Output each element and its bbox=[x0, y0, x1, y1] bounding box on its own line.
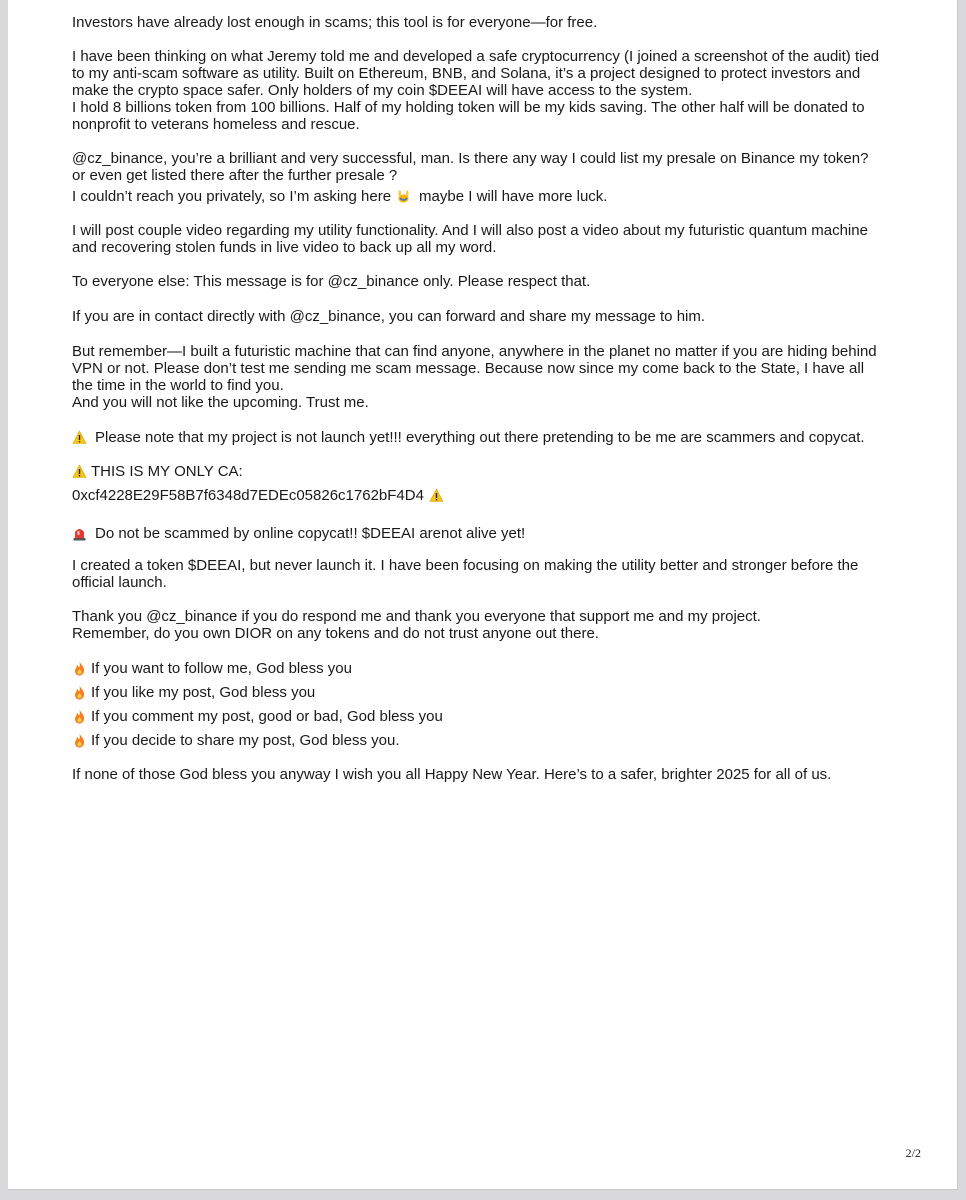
list-item-text: If you decide to share my post, God bless you. bbox=[91, 731, 400, 749]
paragraph-remember bbox=[72, 343, 902, 411]
warning-text: Please note that my project is not launch yet!!! everything out there pretending to be me are scammers and copycat. bbox=[95, 428, 865, 446]
raised-hands-icon bbox=[396, 189, 411, 204]
list-item-text: If you comment my post, good or bad, God bless you bbox=[91, 707, 443, 725]
text-line: VPN or not. Please don’t test me sending me scam message. Because now since my come back to the State, I have all bbox=[72, 360, 865, 377]
paragraph-everyone-else bbox=[72, 273, 902, 290]
text-line: Thank you @cz_binance if you do respond me and thank you everyone that support me and my project. bbox=[72, 608, 761, 625]
paragraph-forward bbox=[72, 308, 902, 325]
text-line: or even get listed there after the further presale ? bbox=[72, 167, 398, 184]
text-fragment: maybe I will have more luck. bbox=[419, 187, 608, 205]
list-item bbox=[72, 704, 902, 728]
contract-address-block bbox=[72, 459, 902, 507]
blessings-list bbox=[72, 656, 902, 752]
fire-icon bbox=[72, 661, 87, 676]
list-item bbox=[72, 728, 902, 752]
text-line: @cz_binance, you’re a brilliant and very successful, man. Is there any way I could list my presale on Binance my token? bbox=[72, 150, 869, 167]
text-line: make the crypto space safer. Only holders of my coin $DEEAI will have access to the system. bbox=[72, 82, 693, 99]
text-line: If none of those God bless you anyway I wish you all Happy New Year. Here’s to a safer, brighter 2025 for all of us. bbox=[72, 766, 832, 783]
siren-note bbox=[72, 521, 902, 545]
paragraph-video bbox=[72, 222, 902, 256]
list-item bbox=[72, 680, 902, 704]
text-line: To everyone else: This message is for @cz_binance only. Please respect that. bbox=[72, 273, 591, 290]
text-line: I created a token $DEEAI, but never launch it. I have been focusing on making the utility better and stronger before the bbox=[72, 557, 859, 574]
text-fragment: I couldn’t reach you privately, so I’m asking here bbox=[72, 187, 392, 205]
paragraph-closing bbox=[72, 766, 902, 783]
text-line: I have been thinking on what Jeremy told me and developed a safe cryptocurrency (I joined a screenshot of the audit) tied bbox=[72, 48, 880, 65]
siren-text: Do not be scammed by online copycat!! $DEEAI arenot alive yet! bbox=[95, 524, 526, 542]
text-line: and recovering stolen funds in live video to back up all my word. bbox=[72, 239, 497, 256]
paragraph-thanks bbox=[72, 608, 902, 642]
list-item-text: If you want to follow me, God bless you bbox=[91, 659, 352, 677]
ca-address-line bbox=[72, 483, 902, 507]
list-item bbox=[72, 656, 902, 680]
document-page bbox=[8, 0, 958, 1190]
text-line: Remember, do you own DIOR on any tokens and do not trust anyone out there. bbox=[72, 625, 599, 642]
paragraph-token bbox=[72, 557, 902, 591]
ca-heading-line bbox=[72, 459, 902, 483]
text-line: If you are in contact directly with @cz_binance, you can forward and share my message to him. bbox=[72, 308, 706, 325]
text-line: the time in the world to find you. bbox=[72, 377, 284, 394]
text-line: official launch. bbox=[72, 574, 167, 591]
fire-icon bbox=[72, 709, 87, 724]
text-line: to my anti-scam software as utility. Built on Ethereum, BNB, and Solana, it’s a project designed to protect investors and bbox=[72, 65, 861, 82]
warning-line bbox=[72, 425, 902, 449]
warning-note bbox=[72, 425, 902, 449]
paragraph-intro bbox=[72, 14, 902, 31]
ca-heading: THIS IS MY ONLY CA: bbox=[91, 462, 243, 480]
text-line: I hold 8 billions token from 100 billions. Half of my holding token will be my kids saving. The other half will be donated to bbox=[72, 99, 865, 116]
fire-icon bbox=[72, 685, 87, 700]
warning-icon bbox=[72, 464, 87, 479]
warning-icon bbox=[72, 430, 87, 445]
list-item-text: If you like my post, God bless you bbox=[91, 683, 316, 701]
paragraph-project bbox=[72, 48, 902, 133]
document-body bbox=[72, 14, 902, 800]
text-line: And you will not like the upcoming. Trust me. bbox=[72, 394, 369, 411]
paragraph-binance bbox=[72, 150, 902, 208]
siren-line bbox=[72, 521, 902, 545]
text-line: But remember—I built a futuristic machine that can find anyone, anywhere in the planet no matter if you are hiding behind bbox=[72, 343, 877, 360]
text-line bbox=[72, 184, 902, 208]
page-number: 2/2 bbox=[905, 1146, 921, 1160]
text-line: Investors have already lost enough in scams; this tool is for everyone—for free. bbox=[72, 14, 598, 31]
contract-address: 0xcf4228E29F58B7f6348d7EDEc05826c1762bF4D4 bbox=[72, 486, 424, 504]
warning-icon bbox=[429, 488, 444, 503]
text-line: nonprofit to veterans homeless and rescue. bbox=[72, 116, 360, 133]
text-line: I will post couple video regarding my utility functionality. And I will also post a video about my futuristic quantum machine bbox=[72, 222, 868, 239]
fire-icon bbox=[72, 733, 87, 748]
siren-icon bbox=[72, 526, 87, 541]
